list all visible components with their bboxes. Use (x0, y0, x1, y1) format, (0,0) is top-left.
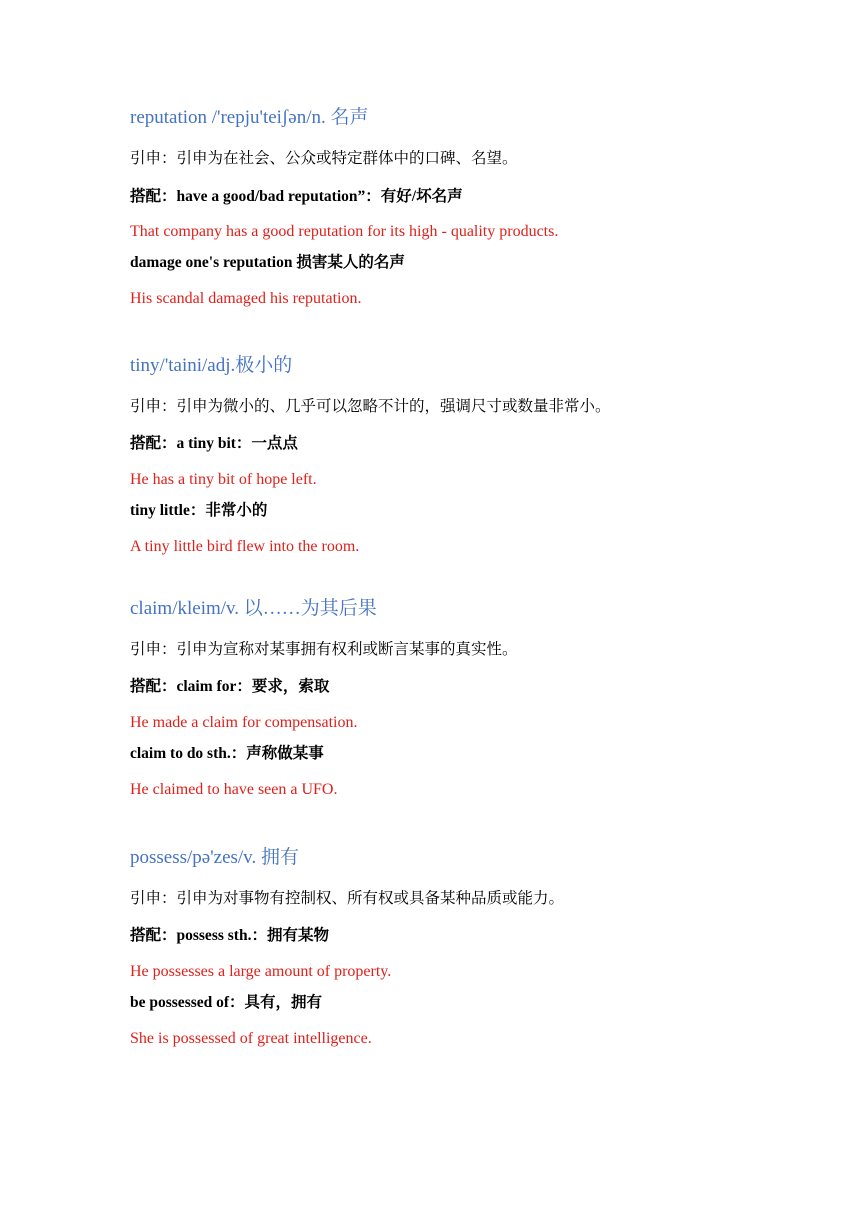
headword: possess/pə'zes/v. 拥有 (130, 847, 299, 868)
example-sentence: He has a tiny bit of hope left. (130, 471, 317, 488)
vocab-entry-tiny (130, 353, 800, 555)
collocation-text: 搭配：have a good/bad reputation”：有好/坏名声 (130, 188, 463, 205)
collocation-text: claim to do sth.：声称做某事 (130, 745, 324, 762)
headword: claim/kleim/v. 以……为其后果 (130, 598, 377, 619)
extension-text: 引申：引申为宣称对某事拥有权利或断言某事的真实性。 (130, 641, 518, 658)
example-sentence: He made a claim for compensation. (130, 714, 358, 731)
example-sentence: He claimed to have seen a UFO. (130, 781, 338, 798)
vocab-entry-claim (130, 596, 800, 798)
collocation-text: 搭配：claim for：要求，索取 (130, 678, 330, 695)
example-sentence: That company has a good reputation for its high - quality products. (130, 223, 559, 240)
example-sentence: He possesses a large amount of property. (130, 963, 392, 980)
example-sentence: She is possessed of great intelligence. (130, 1030, 372, 1047)
example-sentence: His scandal damaged his reputation. (130, 290, 362, 307)
extension-text: 引申：引申为在社会、公众或特定群体中的口碑、名望。 (130, 150, 518, 167)
example-sentence: A tiny little bird flew into the room. (130, 538, 360, 555)
collocation-text: be possessed of：具有，拥有 (130, 994, 323, 1011)
collocation-text: 搭配：a tiny bit：一点点 (130, 435, 298, 452)
extension-text: 引申：引申为对事物有控制权、所有权或具备某种品质或能力。 (130, 890, 565, 907)
headword: reputation /'repju'teiʃən/n. 名声 (130, 107, 369, 128)
vocab-entry-possess (130, 845, 800, 1047)
headword: tiny/'taini/adj.极小的 (130, 355, 293, 376)
extension-text: 引申：引申为微小的、几乎可以忽略不计的，强调尺寸或数量非常小。 (130, 398, 611, 415)
vocab-entry-reputation (130, 105, 800, 307)
collocation-text: 搭配：possess sth.：拥有某物 (130, 927, 329, 944)
collocation-text: damage one's reputation 损害某人的名声 (130, 254, 405, 271)
collocation-text: tiny little：非常小的 (130, 502, 268, 519)
